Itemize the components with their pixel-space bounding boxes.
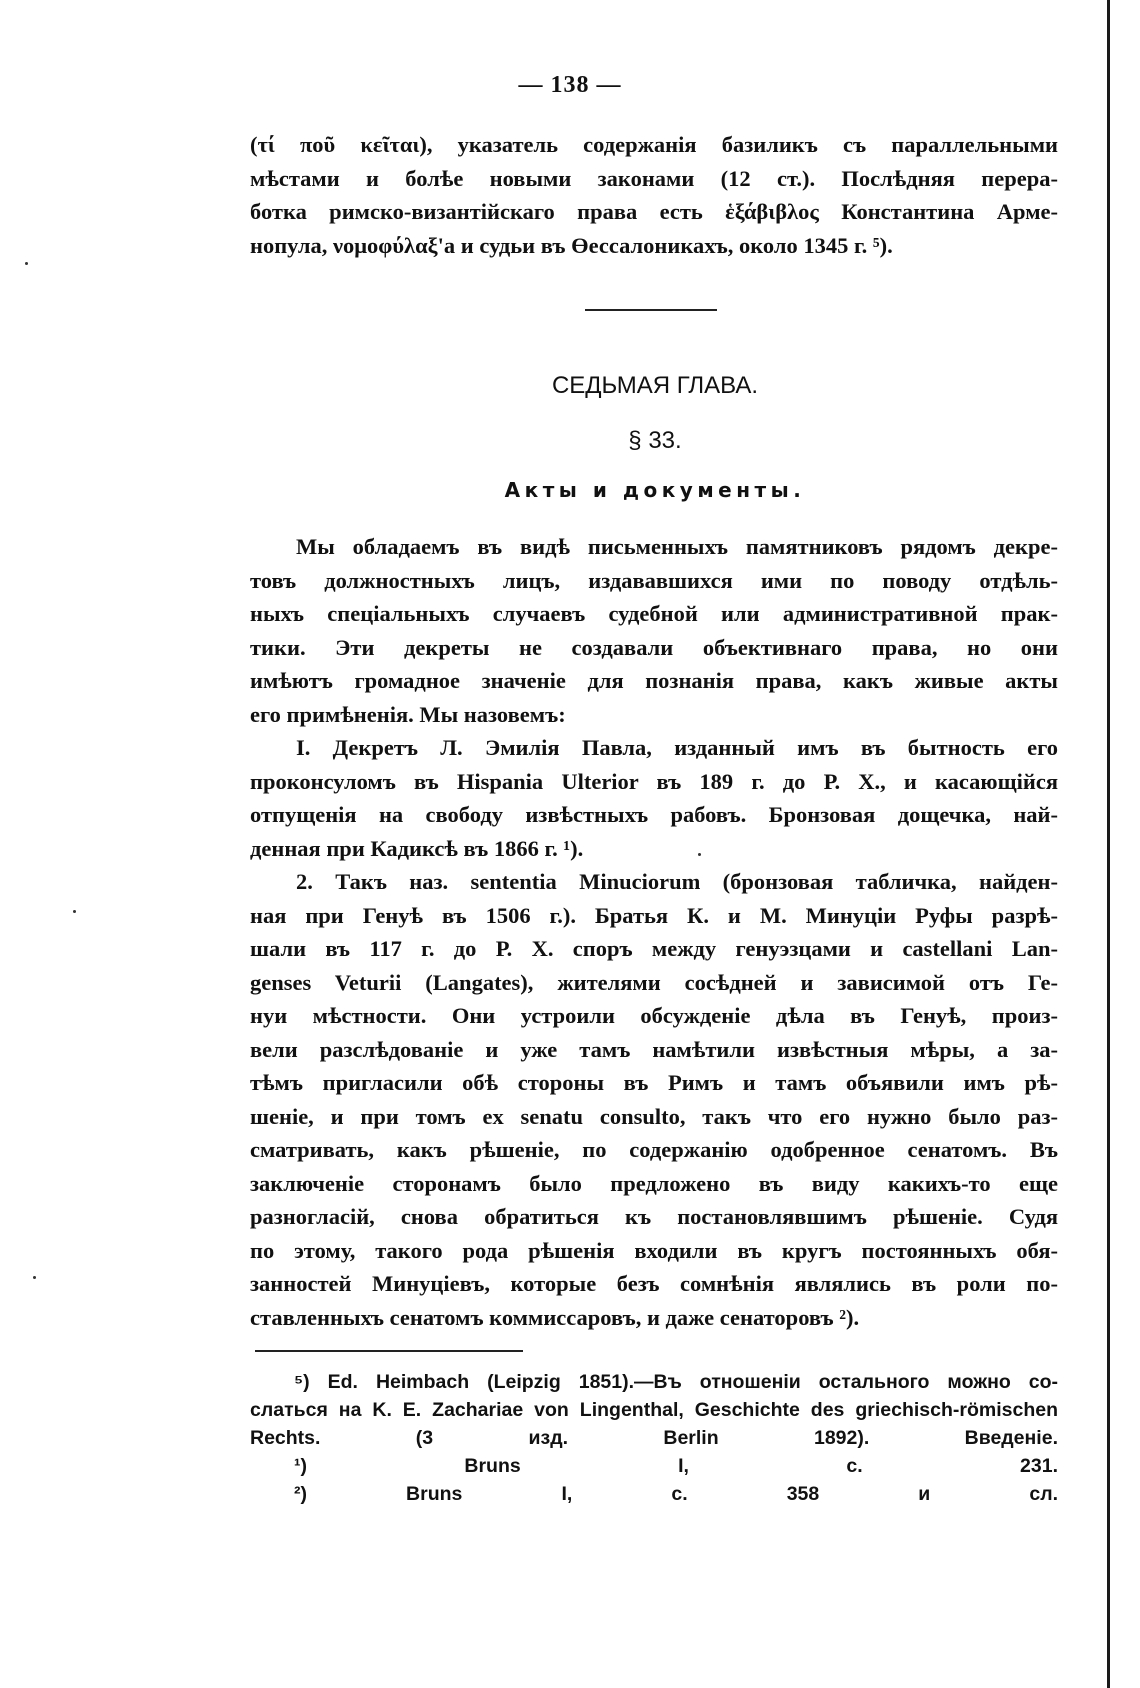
footnote-5-line: Rechts. (3 изд. Berlin 1892). Введеніе. — [250, 1427, 1058, 1449]
text-line: по этому, такого рода рѣшенія входили въ кругъ постоянныхъ обя- — [250, 1237, 1058, 1263]
footnote-5-line: ⁵) Ed. Heimbach (Leipzig 1851).—Въ отношеніи остального можно со- — [294, 1371, 1058, 1393]
text-line: имѣютъ громадное значеніе для познанія права, какъ живые акты — [250, 668, 1058, 693]
text-line: (τί ποῦ κεῖται), указатель содержанія базиликъ съ параллельными — [250, 132, 1058, 157]
footnotes — [250, 1368, 1058, 1508]
text-line: шали въ 117 г. до Р. Х. споръ между генуэзцами и castellani Lan- — [250, 936, 1058, 961]
scan-speck — [33, 1276, 36, 1279]
text-line: нопула, νομοφύλαξ'а и судьи въ Өессалоникахъ, около 1345 г. ⁵). — [250, 232, 893, 258]
text-line: вели разслѣдованіе и уже тамъ намѣтили извѣстныя мѣры, а за- — [250, 1036, 1058, 1062]
scan-speck — [698, 853, 701, 856]
footnote-1: ¹) Bruns I, с. 231. — [294, 1455, 1058, 1477]
text-line: проконсуломъ въ Hispania Ulterior въ 189 г. до Р. Х., и касающійся — [250, 768, 1058, 794]
text-line: Мы обладаемъ въ видѣ письменныхъ памятниковъ рядомъ декре- — [296, 534, 1058, 559]
text-line: ставленныхъ сенатомъ коммиссаровъ, и даже сенаторовъ ²). — [250, 1304, 860, 1330]
chapter-title: СЕДЬМАЯ ГЛАВА. — [551, 372, 759, 399]
footnote-5-line: слаться на K. E. Zachariae von Lingenthal, Geschichte des griechisch-römischen — [250, 1399, 1058, 1421]
item-1-paragraph — [250, 731, 1058, 865]
section-divider — [585, 309, 717, 311]
text-line: товъ должностныхъ лицъ, издававшихся ими по поводу отдѣль- — [250, 567, 1058, 593]
text-line: заключеніе сторонамъ было предложено въ виду какихъ-то еще — [250, 1170, 1058, 1196]
intro-paragraph — [250, 530, 1058, 731]
text-line: 2. Такъ наз. sententia Minuciorum (бронзовая табличка, найден- — [296, 869, 1058, 894]
text-line: genses Veturii (Langates), жителями сосѣдней и зависимой отъ Ге- — [250, 969, 1058, 995]
text-line: разногласій, снова обратиться къ постановлявшимъ рѣшеніе. Судя — [250, 1204, 1058, 1229]
continued-paragraph — [250, 128, 1058, 262]
text-line: денная при Кадиксѣ въ 1866 г. ¹). — [250, 835, 584, 861]
text-line: нуи мѣстности. Они устроили обсужденіе дѣла въ Генуѣ, произ- — [250, 1003, 1058, 1028]
text-line: тики. Эти декреты не создавали объективнаго права, но они — [250, 634, 1058, 660]
section-number: § 33. — [628, 427, 682, 454]
footnote-divider — [255, 1350, 523, 1352]
text-line: ныхъ спеціальныхъ случаевъ судебной или административной прак- — [250, 601, 1058, 626]
text-line: сматривать, какъ рѣшеніе, по содержанію одобренное сенатомъ. Въ — [250, 1137, 1058, 1162]
page-number: — 138 — — [518, 72, 622, 98]
page-edge-border — [1107, 0, 1110, 1688]
section-title: Акты и документы. — [504, 478, 806, 502]
scan-speck — [73, 910, 76, 913]
text-line: тѣмъ пригласили обѣ стороны въ Римъ и тамъ объявили имъ рѣ- — [250, 1070, 1058, 1095]
text-line: отпущенія на свободу извѣстныхъ рабовъ. Бронзовая дощечка, най- — [250, 802, 1058, 827]
text-line: шеніе, и при томъ ex senatu consulto, такъ что его нужно было раз- — [250, 1103, 1058, 1129]
scan-speck — [25, 262, 28, 265]
text-line: его примѣненія. Мы назовемъ: — [250, 701, 566, 727]
text-line: занностей Минуціевъ, которые безъ сомнѣнія являлись въ роли по- — [250, 1271, 1058, 1296]
text-line: ботка римско-византійскаго права есть ἑξάβιβλος Константина Арме- — [250, 199, 1058, 224]
text-line: ная при Генуѣ въ 1506 г.). Братья К. и М. Минуціи Руфы разрѣ- — [250, 902, 1058, 928]
footnote-2: ²) Bruns I, с. 358 и сл. — [294, 1483, 1058, 1505]
text-line: мѣстами и болѣе новыми законами (12 ст.). Послѣдняя перера- — [250, 165, 1058, 191]
item-2-paragraph — [250, 865, 1058, 1334]
text-line: I. Декретъ Л. Эмилія Павла, изданный имъ въ бытность его — [296, 735, 1058, 760]
